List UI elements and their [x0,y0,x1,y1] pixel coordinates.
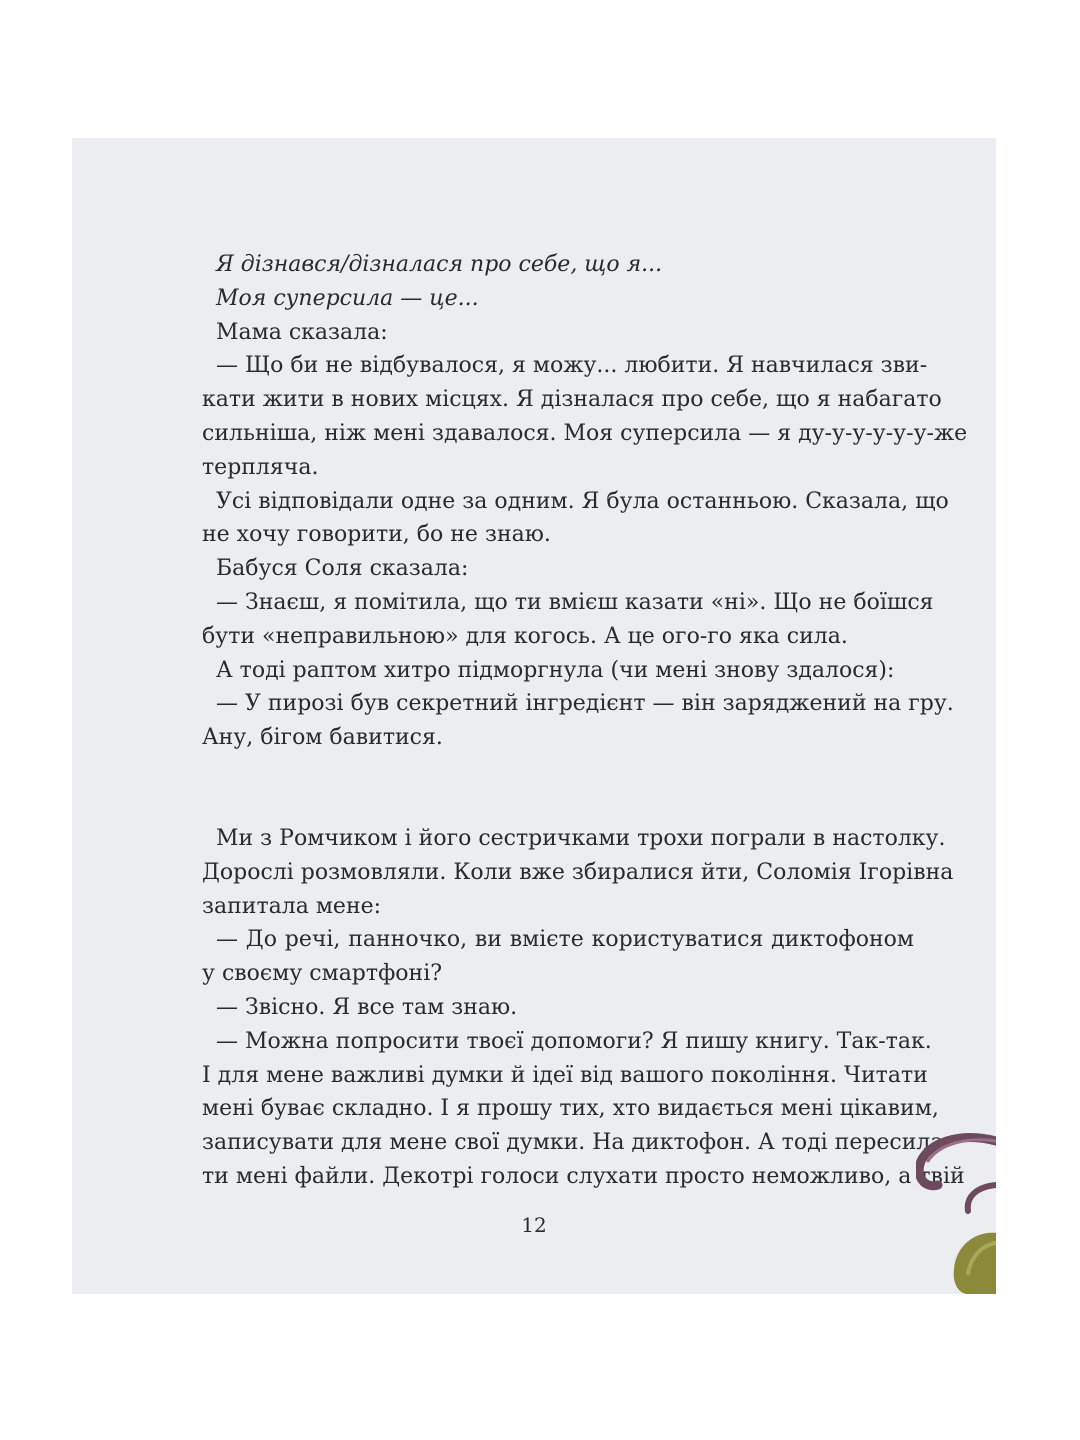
decorative-plant-illustration [916,1123,996,1294]
text-line: Бабуся Соля сказала: [216,556,469,582]
text-line: Мама сказала: [216,319,388,345]
text-line: не хочу говорити, бо не знаю. [202,522,551,548]
text-line: у своєму смартфоні? [202,961,443,987]
text-line: Моя суперсила — це... [216,285,479,311]
text-line: Усі відповідали одне за одним. Я була останньою. Сказала, що [216,488,949,514]
text-line: — Можна попросити твоєї допомоги? Я пишу книгу. Так-так. [216,1028,932,1054]
text-line: терпляча. [202,454,319,480]
text-line: — Що би не відбувалося, я можу... любити. Я навчилася зви- [216,353,928,379]
page-number: 12 [521,1213,547,1237]
text-line: Ану, бігом бавитися. [202,725,443,751]
text-line: Я дізнався/дізналася про себе, що я... [216,252,663,277]
text-line: Дорослі розмовляли. Коли вже збиралися йти, Соломія Ігорівна [202,859,954,885]
text-line: мені буває складно. І я прошу тих, хто видається мені цікавим, [202,1096,939,1122]
text-line: ти мені файли. Декотрі голоси слухати просто неможливо, а твій [202,1163,965,1189]
section-gap [202,755,914,822]
text-line: — До речі, панночко, ви вмієте користуватися диктофоном [216,927,914,953]
book-page [72,138,996,1294]
text-line: бути «неправильною» для когось. А це ого-го яка сила. [202,623,848,649]
text-line: — Звісно. Я все там знаю. [216,994,518,1020]
text-line: А тоді раптом хитро підморгнула (чи мені знову здалося): [216,657,895,683]
text-line: кати жити в нових місцях. Я дізналася про себе, що я набагато [202,387,942,413]
text-line: записувати для мене свої думки. На диктофон. А тоді пересила- [202,1130,951,1156]
text-line: — У пирозі був секретний інгредієнт — він заряджений на гру. [216,691,954,717]
text-line: — Знаєш, я помітила, що ти вмієш казати «ні». Що не боїшся [216,589,934,615]
text-line: запитала мене: [202,893,382,919]
text-line: Ми з Ромчиком і його сестричками трохи пограли в настолку. [216,825,946,851]
text-line: сильніша, ніж мені здавалося. Моя суперсила — я ду-у-у-у-у-у-же [202,420,968,446]
body-text [202,248,968,1194]
text-line: І для мене важливі думки й ідеї від вашого покоління. Читати [202,1062,928,1088]
